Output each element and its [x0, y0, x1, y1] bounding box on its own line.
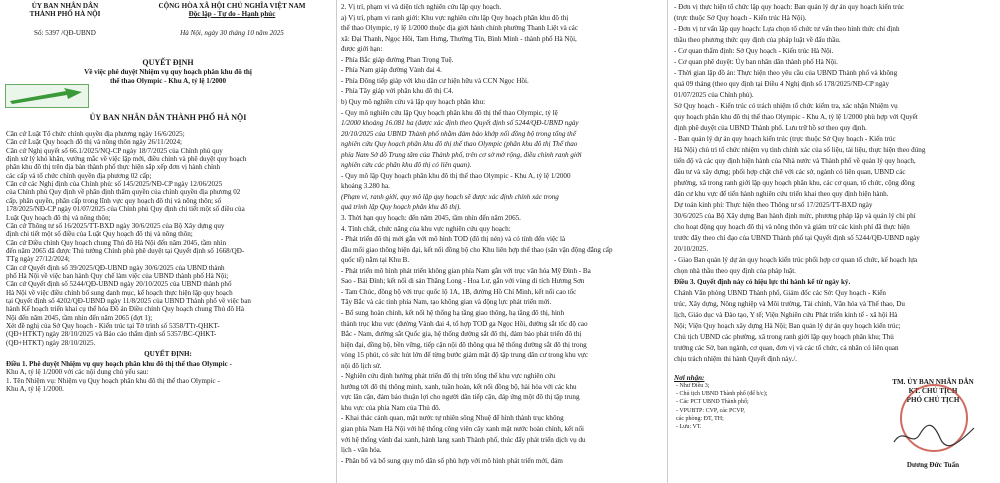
text-line: - Đơn vị tư vấn lập quy hoạch: Lựa chọn tổ chức tư vấn theo hình thức chỉ định — [674, 25, 900, 33]
text-line: phố Hà Nội về việc ban hành Quy chế làm việc của UBND thành phố Hà Nội; — [6, 271, 229, 280]
article-1-line: Điều 1. Phê duyệt Nhiệm vụ quy hoạch phân khu đô thị thể thao Olympic - — [6, 360, 232, 369]
text-line: của Chính phủ Quy định về phân định thẩm quyền của chính quyền địa phương 02 — [6, 188, 241, 197]
text-line: lịch - văn hóa. — [341, 446, 382, 455]
text-line: Căn cứ các Nghị định của Chính phủ: số 145/2025/NĐ-CP ngày 12/06/2025 — [6, 180, 223, 189]
text-line: - Phía Nam giáp đường Vành đai 4. — [341, 66, 442, 75]
text-line: khu vực của phía Nam của Thủ đô. — [341, 403, 441, 412]
signer-name: Dương Đức Tuấn — [906, 461, 960, 469]
text-line: nghiên cứu Quy hoạch phân khu đô thị thể thao Olympic (phân khu đô thị Thể thao — [341, 140, 578, 149]
text-line: - VPUBTP: CVP, các PCVP, — [676, 407, 745, 414]
authority-heading: ỦY BAN NHÂN DÂN THÀNH PHỐ HÀ NỘI — [89, 113, 247, 122]
text-line: đầu mối giao thông hiện đại, kết nối đồng bộ cho Khu liên hợp thể thao (sân vận động đẳng cấp — [341, 245, 613, 254]
text-line: cho hoạt động quy hoạch đô thị và nông thôn và giám trừ các kinh phí đã thực hiện — [674, 223, 910, 231]
text-line: trúc, Xây dựng, Nông nghiệp và Môi trường, Tài chính, Văn hóa và Thể thao, Du — [674, 300, 905, 308]
text-line: Hà Nội về việc điều chỉnh bổ sung danh mục, kế hoạch thực hiện lập quy hoạch — [6, 288, 233, 297]
text-line: vòng 15 phút, có sức hút lớn để từng bước giảm mật độ tập trung dân cư trong khu vực — [341, 351, 588, 360]
text-line: định xử lý khó khăn, vướng mắc về việc lập mới, điều chỉnh và phê duyệt quy hoạch — [6, 155, 247, 164]
text-line: Hà Nội) chủ trì tổ chức nhiệm vụ tình chính xác của số liệu, tài liệu, thực hiện theo đúng — [674, 146, 926, 154]
text-line: hiện đại, đồng bộ, bền vững, tiếp cận nội đô thông qua hệ thống đường sắt đô thị trong — [341, 340, 587, 349]
text-line: 2. Vị trí, phạm vi và diện tích nghiên cứu lập quy hoạch. — [341, 3, 502, 11]
text-line: - Cơ quan phê duyệt: Ủy ban nhân dân thành phố Hà Nội. — [674, 58, 838, 66]
text-line: thành trục khu vực (đường Vành đai 4, tổ hợp TOD ga Ngọc Hồi, đường sắt tốc độ cao — [341, 319, 588, 328]
text-line: dân cư khu vực để tiến hành nghiên cứu triển khai theo quy định hiện hành. — [674, 190, 889, 198]
text-line: - Thời gian lập đồ án: Thực hiện theo yêu cầu của UBND Thành phố và không — [674, 69, 898, 77]
text-line: Luật Quy hoạch đô thị và nông thôn; — [6, 213, 111, 222]
text-line: Căn cứ Điều chỉnh Quy hoạch chung Thủ đô Hà Nội đến năm 2045, tầm nhìn — [6, 238, 227, 247]
text-line: đầu tư và xây dựng; phối hợp chặt chẽ với các sở, ngành có liên quan, UBND các — [674, 168, 906, 176]
text-line: - Quy mô lập Quy hoạch phân khu đô thị thể thao Olympic - Khu A, tỷ lệ 1/2000 — [341, 171, 571, 180]
text-line: - Chủ tịch UBND Thành phố (để b/c); — [676, 391, 768, 398]
text-line: Chánh Văn phòng UBND Thành phố, Giám đốc các Sở: Quy hoạch - Kiến — [674, 289, 886, 297]
text-line: - Phát triển mô hình phát triển không gian phía Nam gắn với trục văn hóa Mỹ Đình - Ba — [341, 266, 591, 275]
text-line: hành Kế hoạch triển khai cụ thể hóa Đồ án Điều chỉnh Quy hoạch chung Thủ đô Hà — [6, 305, 245, 314]
text-line: lịch, Giáo dục và Đào tạo, Y tế; Viện Nghiên cứu Phát triển kinh tế - xã hội Hà — [674, 311, 898, 319]
article-1-line: Khu A, tỷ lệ 1/2000 với các nội dung chủ yếu sau: — [6, 368, 149, 377]
text-line: đến năm 2065 đã được Thủ tướng Chính phủ phê duyệt tại Quyết định số 1668/QĐ- — [6, 246, 245, 255]
text-line: Căn cứ Nghị quyết số 66.1/2025/NQ-CP ngày 18/7/2025 của Chính phủ quy — [6, 146, 223, 155]
text-line: Căn cứ Luật Quy hoạch đô thị và nông thôn ngày 26/11/2024; — [6, 138, 182, 147]
text-line: (Phạm vi, ranh giới, quy mô lập quy hoạch sẽ được xác định chính xác trong — [341, 192, 559, 201]
text-line: Tây Bắc và các tỉnh phía Nam, tạo không gian và động lực phát triển mới. — [341, 298, 552, 307]
text-line: quy hoạch phân khu đô thị thể thao Olympic - Khu A, tỷ lệ 1/2000 phù hợp với Quyết — [674, 113, 918, 121]
text-line: 20/10/2025. — [674, 245, 709, 253]
text-line: - Phân bổ và bổ sung quy mô dân số phù hợp với mô hình phát triển mới, đảm — [341, 456, 563, 465]
text-line: 1/2000 khoảng 16.081 ha (được xác định theo Quyết định số 5244/QĐ-UBND ngày — [341, 119, 579, 128]
text-line: a) Vị trí, phạm vi ranh giới: Khu vực nghiên cứu lập Quy hoạch phân khu đô thị — [341, 13, 569, 22]
issuer-city: THÀNH PHỐ HÀ NỘI — [29, 10, 101, 18]
text-line: tại Quyết định số 4202/QĐ-UBND ngày 11/8/2025 của UBND Thành phố về việc ban — [6, 297, 251, 305]
document-page-2 — [336, 0, 668, 483]
text-line: 30/6/2025 của Bộ Xây dựng Ban hành định mức, phương pháp lập và quản lý chi phí — [674, 212, 916, 220]
text-line: - Như Điều 3; — [676, 383, 710, 389]
text-line: Dự toán kinh phí: Thực hiện theo Thông tư số 17/2025/TT-BXD ngày — [674, 201, 873, 209]
document-date: Hà Nội, ngày 30 tháng 10 năm 2025 — [180, 29, 284, 37]
text-line: - Phía Bắc giáp đường Phan Trọng Tuệ. — [341, 55, 454, 64]
text-line: Sao - Bái Đính; kết nối di sản Thăng Long - Hoa Lư, gắn với vùng di tích Hương Sơn — [341, 277, 585, 286]
text-line: Xét đề nghị của Sở Quy hoạch - Kiến trúc tại Tờ trình số 5358/TTr-QHKT- — [6, 322, 220, 331]
text-line: - Cơ quan thẩm định: Sở Quy hoạch - Kiến trúc Hà Nội. — [674, 47, 834, 55]
text-line: - Phát triển đô thị mới gắn với mô hình TOD (đô thị nén) và có tính đến việc là — [341, 235, 566, 244]
text-line: TTg ngày 27/12/2024; — [6, 255, 70, 264]
text-line: thầu theo phương thức quy định của pháp luật về đấu thầu. — [674, 36, 841, 44]
signature-line-1: TM. ỦY BAN NHÂN DÂN — [892, 378, 974, 386]
text-line: định chi tiết một số điều của Luật Quy hoạch đô thị và nông thôn; — [6, 230, 193, 239]
text-line: Căn cứ Luật Tổ chức chính quyền địa phương ngày 16/6/2025; — [6, 130, 185, 138]
text-line: (QĐ+HTKT) ngày 28/10/2025. — [6, 338, 96, 347]
text-line: Căn cứ Quyết định số 5244/QĐ-UBND ngày 20/10/2025 của UBND thành phố — [6, 280, 232, 289]
text-line: quá trình lập Quy hoạch phân khu đô thị). — [341, 203, 461, 212]
text-line: chọn nhà thầu theo quy định của pháp luật. — [674, 267, 796, 275]
text-line: nội đô lịch sử. — [341, 361, 382, 370]
text-line: - Đơn vị thực hiện tổ chức lập quy hoạch: Ban quản lý dự án quy hoạch kiến trúc — [674, 3, 905, 11]
text-line: - Phía Đông tiếp giáp với khu dân cư hiện hữu và CCN Ngọc Hồi. — [341, 76, 529, 85]
text-line: - Tam Chúc, đồng bộ với trục quốc lộ 1A, 1B, đường Hồ Chí Minh, kết nối cao tốc — [341, 287, 577, 296]
document-page-3 — [667, 0, 1000, 483]
text-line: 178/2025/NĐ-CP ngày 01/07/2025 của Chính phủ Quy định chi tiết một số điều của — [6, 205, 245, 214]
text-line: trước đây theo chỉ đạo của UBND Thành phố tại Quyết định số 5244/QĐ-UBND ngày — [674, 234, 920, 242]
text-line: Căn cứ Thông tư số 16/2025/TT-BXD ngày 30/6/2025 của Bộ Xây dựng quy — [6, 221, 225, 230]
text-line: phía Nam Sở đồ Trung tâm của Thành phố, trên cơ sở mở rộng, điều chỉnh ranh giới — [341, 150, 582, 159]
text-line: Căn cứ Quyết định số 39/2025/QĐ-UBND ngày 30/6/2025 của UBND thành — [6, 263, 225, 272]
text-line: 20/10/2025 của UBND Thành phố nhằm đảm bảo khớp nối đồng bộ trong tổng thể — [341, 129, 576, 138]
text-line: Bắc - Nam, đường sắt Quốc gia, hệ thống đường sắt đô thị, đảm bảo phát triển đô thị — [341, 330, 582, 339]
text-line: (QĐ+HTKT) ngày 28/10/2025 và Báo cáo thẩm định số 5357/BC-QHKT- — [6, 330, 217, 339]
handwritten-signature — [890, 420, 980, 450]
text-line: vực lân cận, đảm bảo thuận lợi cho người dân tiếp cận, đáp ứng một đô thị tập trung — [341, 393, 580, 402]
text-line: - Nghiên cứu định hướng phát triển đô thị trên tổng thể khu vực nghiên cứu — [341, 372, 556, 381]
text-line: trưởng các Sở, ban ngành, cơ quan, đơn vị và các tổ chức, cá nhân có liên quan — [674, 344, 899, 352]
text-line: - Phía Tây giáp với phân khu đô thị C4. — [341, 87, 454, 96]
recipients-title: Nơi nhận: — [674, 374, 705, 382]
text-line: 3. Thời hạn quy hoạch: đến năm 2045, tầm nhìn đến năm 2065. — [341, 214, 521, 222]
text-line: nghiên cứu các phân khu đô thị có liên quan). — [341, 161, 472, 170]
text-line: Điều 3. Quyết định này có hiệu lực thi hành kể từ ngày ký. — [674, 278, 851, 286]
document-number: Số: 5397 /QĐ-UBND — [34, 29, 96, 37]
signature-line-2: KT. CHỦ TỊCH — [908, 387, 958, 395]
text-line: - Lưu: VT. — [676, 424, 702, 430]
text-line: các cấp và tổ chức chính quyền địa phương 02 cấp; — [6, 171, 152, 180]
text-line: - Ban quản lý dự án quy hoạch kiến trúc (trực thuộc Sở Quy hoạch - Kiến trúc — [674, 135, 896, 143]
article-1-line: 1. Tên Nhiệm vụ: Nhiệm vụ Quy hoạch phân khu đô thị thể thao Olympic - — [6, 376, 220, 385]
text-line: chịu trách nhiệm thi hành Quyết định này./. — [674, 355, 798, 363]
green-stamp-logo — [5, 84, 89, 108]
decision-subtitle-line-2: thể thao Olympic - Khu A, tỷ lệ 1/2000 — [109, 77, 227, 85]
text-line: cấp, phân quyền, phân cấp trong lĩnh vực quy hoạch đô thị và nông thôn; số — [6, 196, 222, 205]
text-line: định phê duyệt của UBND Thành phố. Lưu trữ hồ sơ theo quy định. — [674, 124, 867, 132]
text-line: Nội đến năm 2045, tầm nhìn đến năm 2065 (đợt 1); — [6, 313, 153, 322]
issuer-name: ỦY BAN NHÂN DÂN — [31, 2, 99, 10]
text-line: - Các PCT UBND Thành phố; — [676, 399, 749, 406]
decide-heading: QUYẾT ĐỊNH: — [144, 350, 192, 359]
text-line: Nội; Viện Quy hoạch xây dựng Hà Nội; Ban quản lý dự án quy hoạch kiến trúc; — [674, 322, 901, 330]
text-line: các phòng: ĐT, TH; — [676, 415, 724, 422]
text-line: - Khai thác cảnh quan, mặt nước tự nhiên sông Nhuệ để hình thành trục không — [341, 414, 564, 423]
text-line: - Bổ sung hoàn chỉnh, kết nối hệ thống hạ tầng giao thông, hạ tầng đô thị, hình — [341, 308, 565, 317]
text-line: xã: Đại Thanh, Ngọc Hồi, Tam Hưng, Thường Tín, Bình Minh - thành phố Hà Nội, — [341, 34, 577, 43]
text-line: 4. Tính chất, chức năng của khu vực nghiên cứu quy hoạch: — [341, 224, 511, 233]
decision-title: QUYẾT ĐỊNH — [142, 58, 194, 67]
national-title: CỘNG HÒA XÃ HỘI CHỦ NGHĨA VIỆT NAM — [158, 2, 306, 10]
text-line: được giới hạn: — [341, 45, 383, 54]
text-line: thể thao Olympic, tỷ lệ 1/2000 thuộc địa giới hành chính phường Thanh Liệt và các — [341, 24, 578, 33]
signature-line-3: PHÓ CHỦ TỊCH — [906, 396, 960, 404]
text-line: - Quy mô nghiên cứu lập Quy hoạch phân khu đô thị thể thao Olympic, tỷ lệ — [341, 108, 558, 117]
article-1-line: Khu A, tỷ lệ 1/2000. — [6, 385, 64, 394]
national-motto: Độc lập - Tự do - Hạnh phúc — [188, 10, 276, 18]
text-line: tiến độ và các quy định hiện hành của Nhà nước và Thành phố về quản lý quy hoạch, — [674, 157, 916, 165]
decision-subtitle-line-1: Về việc phê duyệt Nhiệm vụ quy hoạch phân khu đô thị — [84, 68, 252, 76]
text-line: (trực thuộc Sở Quy hoạch - Kiến trúc Hà Nội). — [674, 14, 807, 22]
text-line: quốc tế) nằm tại Khu B. — [341, 256, 410, 265]
text-line: - Giao Ban quản lý dự án quy hoạch kiến trúc phối hợp cơ quan tổ chức, kế hoạch lựa — [674, 256, 918, 264]
document-page-1 — [0, 0, 336, 483]
text-line: gian phía Nam Hà Nội với hệ thống công viên cây xanh mặt nước hoàn chỉnh, kết nối — [341, 425, 585, 433]
text-line: quá 09 tháng (theo quy định tại Điều 4 Nghị định số 178/2025/NĐ-CP ngày — [674, 80, 890, 88]
text-line: phường, xã trong ranh giới lập quy hoạch phân khu, các cơ quan, tổ chức, cộng đồng — [674, 179, 915, 187]
text-line: phân khu đô thị trên địa bàn thành phố thực hiện sắp xếp đơn vị hành chính — [6, 163, 221, 172]
text-line: hướng tới đô thị thông minh, xanh, tuần hoàn, kết nối đồng bộ, hài hòa với các khu — [341, 382, 577, 391]
text-line: khoảng 3.280 ha. — [341, 182, 390, 191]
text-line: Sở Quy hoạch - Kiến trúc có trách nhiệm tổ chức kiểm tra, xác nhận Nhiệm vụ — [674, 102, 898, 110]
text-line: với hệ thống vành đai xanh, hành lang xanh Thành phố, thúc đẩy phát triển dịch vụ du — [341, 435, 586, 444]
text-line: b) Quy mô nghiên cứu và lập quy hoạch phân khu: — [341, 97, 486, 106]
text-line: Chủ tịch UBND các phường, xã trong ranh giới lập quy hoạch phân khu; Thủ — [674, 333, 894, 341]
text-line: 01/07/2025 của Chính phủ). — [674, 91, 754, 99]
